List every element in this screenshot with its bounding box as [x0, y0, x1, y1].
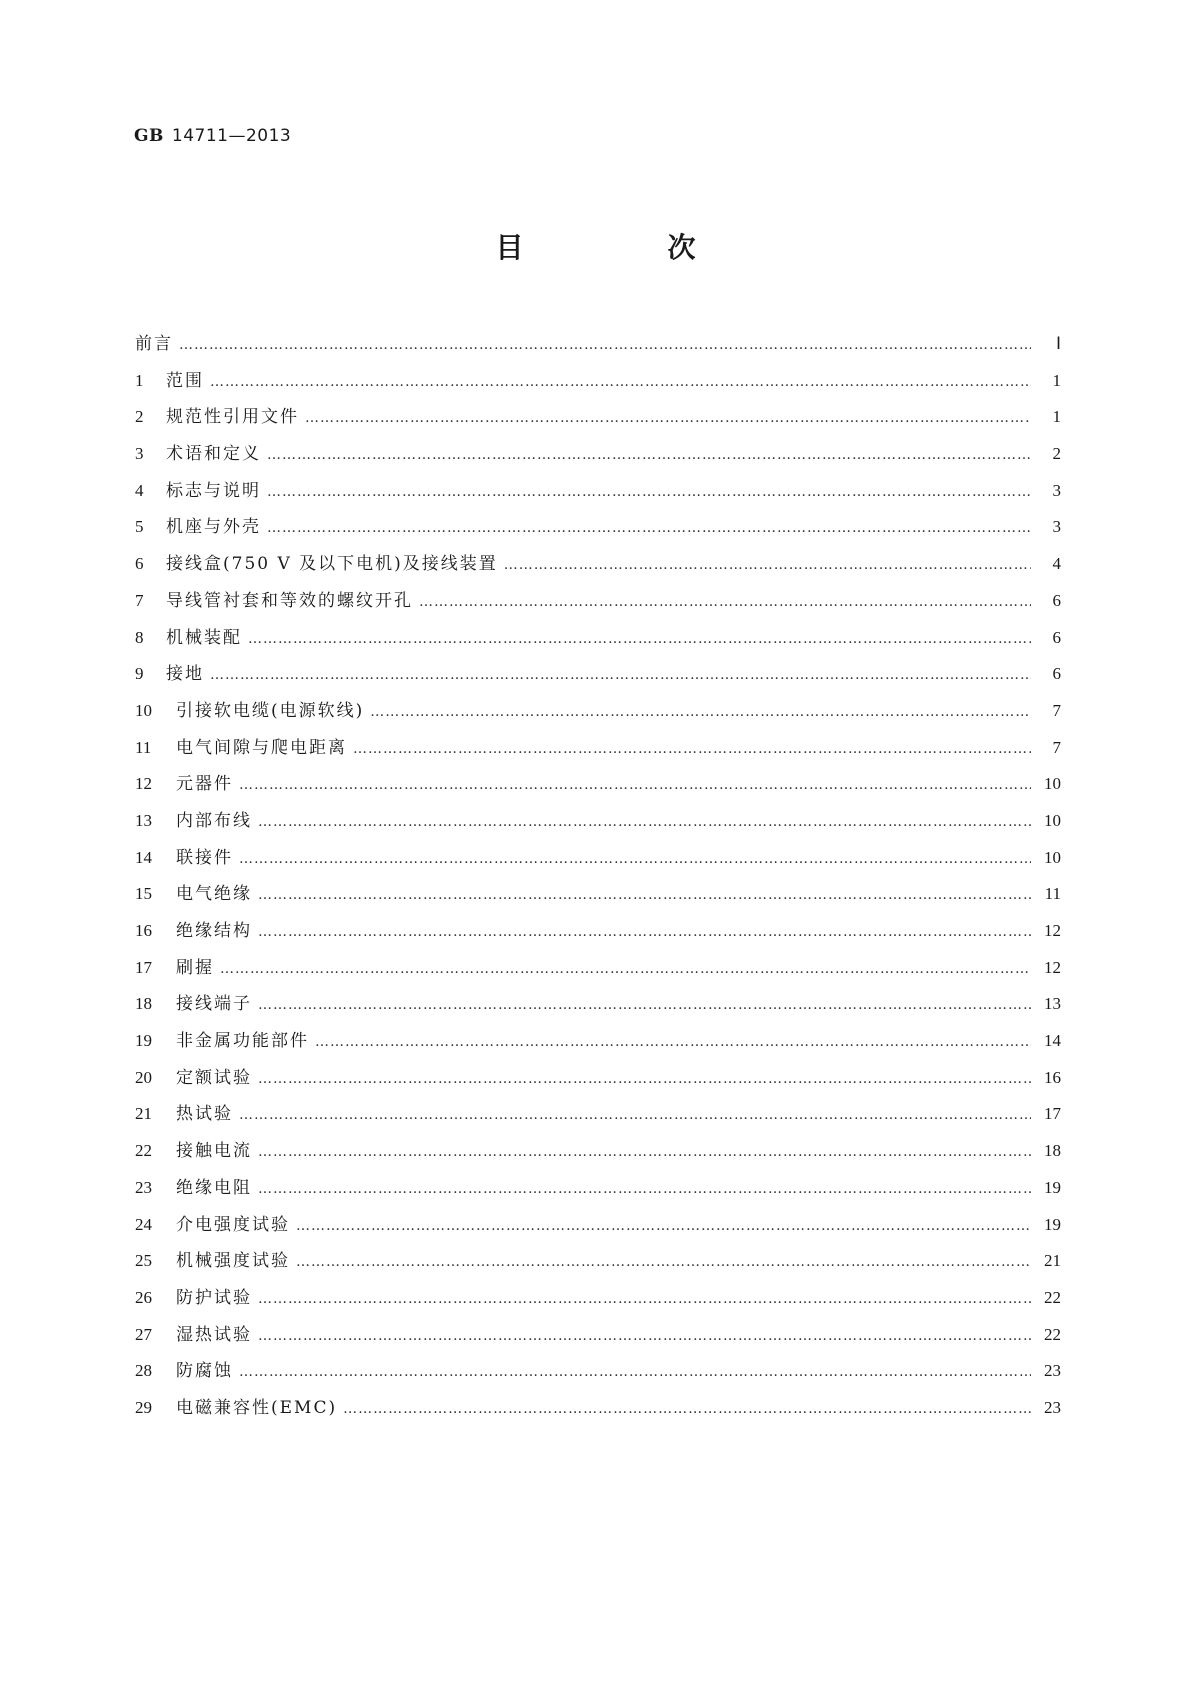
toc-entry-page: 23 — [1044, 1397, 1061, 1417]
toc-entry-title: 电磁兼容性(EMC) — [176, 1397, 338, 1418]
toc-dot-leader — [370, 704, 1031, 720]
standard-prefix: GB — [134, 126, 164, 146]
toc-entry-number: 27 — [135, 1324, 152, 1344]
toc-dot-leader — [258, 1071, 1031, 1087]
toc-entry-page: 22 — [1044, 1287, 1061, 1307]
toc-dot-leader — [267, 520, 1031, 536]
toc-dot-leader — [258, 924, 1031, 940]
toc-entry-page: 1 — [1052, 407, 1061, 427]
toc-dot-leader — [419, 594, 1031, 610]
toc-entry-page: 23 — [1044, 1361, 1061, 1381]
toc-entry-number: 13 — [135, 810, 152, 830]
toc-entry-title: 接地 — [166, 664, 204, 685]
toc-entry-title: 范围 — [166, 370, 204, 391]
toc-entry[interactable] — [135, 623, 1061, 660]
toc-dot-leader — [258, 887, 1031, 903]
toc-entry-number: 24 — [135, 1214, 152, 1234]
toc-entry-number: 15 — [135, 884, 152, 904]
toc-dot-leader — [248, 631, 1031, 647]
toc-entry-number: 21 — [135, 1104, 152, 1124]
toc-entry-title: 绝缘结构 — [176, 921, 252, 941]
toc-entry-number: 20 — [135, 1067, 152, 1087]
toc-entry[interactable] — [135, 329, 1061, 366]
toc-dot-leader — [267, 447, 1031, 463]
toc-entry-title: 防护试验 — [176, 1287, 252, 1308]
toc-entry-number: 18 — [135, 994, 152, 1014]
toc-entry-title: 内部布线 — [176, 810, 252, 831]
toc-dot-leader — [504, 557, 1031, 573]
toc-entry-title: 机座与外壳 — [166, 517, 261, 538]
toc-dot-leader — [258, 1291, 1031, 1307]
toc-entry-title: 前言 — [135, 334, 173, 354]
toc-entry-page: Ⅰ — [1055, 334, 1061, 353]
toc-entry-title: 介电强度试验 — [176, 1214, 290, 1235]
toc-entry-number: 7 — [135, 590, 144, 610]
toc-entry-number: 29 — [135, 1397, 152, 1417]
toc-dot-leader — [258, 997, 1031, 1013]
toc-entry-number: 4 — [135, 480, 144, 500]
toc-entry-title: 非金属功能部件 — [176, 1031, 309, 1052]
toc-dot-leader — [267, 484, 1031, 500]
toc-entry-number: 23 — [135, 1177, 152, 1197]
toc-entry-title: 刷握 — [176, 957, 214, 978]
toc-entry-number: 28 — [135, 1361, 152, 1381]
toc-entry-number: 26 — [135, 1287, 152, 1307]
toc-entry-page: 10 — [1044, 847, 1061, 867]
toc-entry-number: 1 — [135, 370, 144, 390]
toc-entry[interactable] — [135, 586, 1061, 623]
toc-entry-number: 8 — [135, 627, 144, 647]
toc-entry[interactable] — [135, 1356, 1061, 1393]
toc-entry-title: 电气间隙与爬电距离 — [176, 737, 347, 758]
toc-dot-leader — [305, 410, 1031, 426]
toc-dot-leader — [210, 667, 1031, 683]
toc-entry-number: 17 — [135, 957, 152, 977]
toc-entry-page: 22 — [1044, 1324, 1061, 1344]
toc-dot-leader — [258, 1181, 1031, 1197]
toc-dot-leader — [239, 1107, 1031, 1123]
toc-entry-page: 2 — [1052, 444, 1061, 464]
toc-entry-page: 3 — [1052, 480, 1061, 500]
toc-entry-title: 接线端子 — [176, 994, 252, 1015]
toc-entry-page: 7 — [1052, 700, 1061, 720]
toc-entry-title: 标志与说明 — [166, 480, 261, 501]
table-of-contents — [135, 329, 1061, 1430]
toc-dot-leader — [258, 1144, 1031, 1160]
toc-dot-leader — [239, 1364, 1031, 1380]
toc-entry-title: 接线盒(750 V 及以下电机)及接线装置 — [166, 554, 498, 575]
toc-dot-leader — [179, 337, 1031, 353]
toc-entry-page: 12 — [1044, 957, 1061, 977]
toc-entry-page: 18 — [1044, 1141, 1061, 1161]
toc-entry-title: 机械强度试验 — [176, 1251, 290, 1272]
toc-entry-page: 7 — [1052, 737, 1061, 757]
toc-entry-page: 6 — [1052, 590, 1061, 610]
toc-entry-title: 术语和定义 — [166, 444, 261, 465]
toc-entry-title: 绝缘电阻 — [176, 1177, 252, 1198]
toc-entry-number: 25 — [135, 1251, 152, 1271]
toc-entry-number: 12 — [135, 774, 152, 794]
toc-entry-title: 防腐蚀 — [176, 1361, 233, 1382]
toc-entry-number: 19 — [135, 1031, 152, 1051]
toc-entry-page: 4 — [1052, 554, 1061, 574]
toc-entry-page: 10 — [1044, 810, 1061, 830]
toc-entry-number: 16 — [135, 921, 152, 940]
toc-entry-title: 电气绝缘 — [176, 884, 252, 905]
toc-dot-leader — [296, 1218, 1031, 1234]
toc-entry[interactable] — [135, 769, 1061, 806]
toc-entry-page: 6 — [1052, 627, 1061, 647]
toc-entry-page: 14 — [1044, 1031, 1061, 1051]
toc-entry-number: 11 — [135, 737, 152, 757]
toc-dot-leader — [258, 814, 1031, 830]
toc-entry-number: 3 — [135, 444, 144, 464]
toc-entry-page: 6 — [1052, 664, 1061, 684]
standard-number: 14711—2013 — [171, 126, 292, 146]
toc-entry[interactable] — [135, 366, 1061, 403]
toc-dot-leader — [353, 741, 1031, 757]
toc-entry-number: 2 — [135, 407, 144, 427]
toc-entry[interactable] — [135, 1136, 1061, 1173]
toc-entry[interactable] — [135, 879, 1061, 916]
toc-dot-leader — [220, 961, 1031, 977]
toc-entry-page: 13 — [1044, 994, 1061, 1014]
toc-entry[interactable] — [135, 476, 1061, 513]
toc-entry[interactable] — [135, 733, 1061, 770]
toc-entry-number: 9 — [135, 664, 144, 684]
toc-entry[interactable] — [135, 1210, 1061, 1247]
toc-entry[interactable] — [135, 916, 1061, 953]
toc-dot-leader — [239, 851, 1031, 867]
toc-entry-number: 6 — [135, 554, 144, 574]
toc-entry-number: 14 — [135, 847, 152, 867]
toc-entry[interactable] — [135, 1320, 1061, 1357]
toc-dot-leader — [239, 777, 1031, 793]
toc-entry-page: 19 — [1044, 1177, 1061, 1197]
toc-entry-page: 1 — [1052, 370, 1061, 390]
toc-entry[interactable] — [135, 1063, 1061, 1100]
toc-entry-page: 21 — [1044, 1251, 1061, 1271]
toc-dot-leader — [296, 1254, 1031, 1270]
toc-entry[interactable] — [135, 1026, 1061, 1063]
toc-entry-title: 接触电流 — [176, 1141, 252, 1162]
toc-dot-leader — [343, 1401, 1031, 1417]
toc-entry-title: 导线管衬套和等效的螺纹开孔 — [166, 590, 413, 611]
toc-entry-page: 16 — [1044, 1067, 1061, 1087]
toc-dot-leader — [315, 1034, 1031, 1050]
toc-entry-title: 引接软电缆(电源软线) — [176, 700, 365, 721]
toc-entry-title: 规范性引用文件 — [166, 407, 299, 428]
toc-entry-page: 19 — [1044, 1214, 1061, 1234]
toc-entry-title: 机械装配 — [166, 627, 242, 648]
standard-code — [134, 126, 291, 146]
toc-entry[interactable] — [135, 549, 1061, 586]
toc-entry[interactable] — [135, 989, 1061, 1026]
toc-entry-title: 湿热试验 — [176, 1324, 252, 1345]
toc-entry[interactable] — [135, 402, 1061, 439]
toc-dot-leader — [258, 1328, 1031, 1344]
toc-entry[interactable] — [135, 1099, 1061, 1136]
toc-entry[interactable] — [135, 806, 1061, 843]
toc-entry[interactable] — [135, 1283, 1061, 1320]
toc-entry-page: 11 — [1044, 884, 1061, 904]
toc-entry-number: 5 — [135, 517, 144, 537]
toc-entry-title: 联接件 — [176, 847, 233, 868]
toc-entry-page: 10 — [1044, 774, 1061, 794]
page-title: 目 次 — [495, 231, 754, 264]
toc-entry[interactable] — [135, 512, 1061, 549]
toc-entry-number: 10 — [135, 700, 152, 720]
toc-entry-title: 热试验 — [176, 1104, 233, 1125]
toc-entry-page: 3 — [1052, 517, 1061, 537]
toc-entry[interactable] — [135, 1173, 1061, 1210]
toc-entry[interactable] — [135, 1393, 1061, 1430]
toc-entry-number: 22 — [135, 1141, 152, 1161]
toc-entry[interactable] — [135, 843, 1061, 880]
toc-entry-page: 17 — [1044, 1104, 1061, 1124]
toc-entry[interactable] — [135, 439, 1061, 476]
toc-entry-title: 定额试验 — [176, 1067, 252, 1088]
toc-dot-leader — [210, 374, 1031, 390]
toc-entry-title: 元器件 — [176, 774, 233, 795]
toc-entry[interactable] — [135, 659, 1061, 696]
toc-entry[interactable] — [135, 953, 1061, 990]
toc-entry-page: 12 — [1044, 921, 1061, 940]
toc-entry[interactable] — [135, 1246, 1061, 1283]
toc-entry[interactable] — [135, 696, 1061, 733]
